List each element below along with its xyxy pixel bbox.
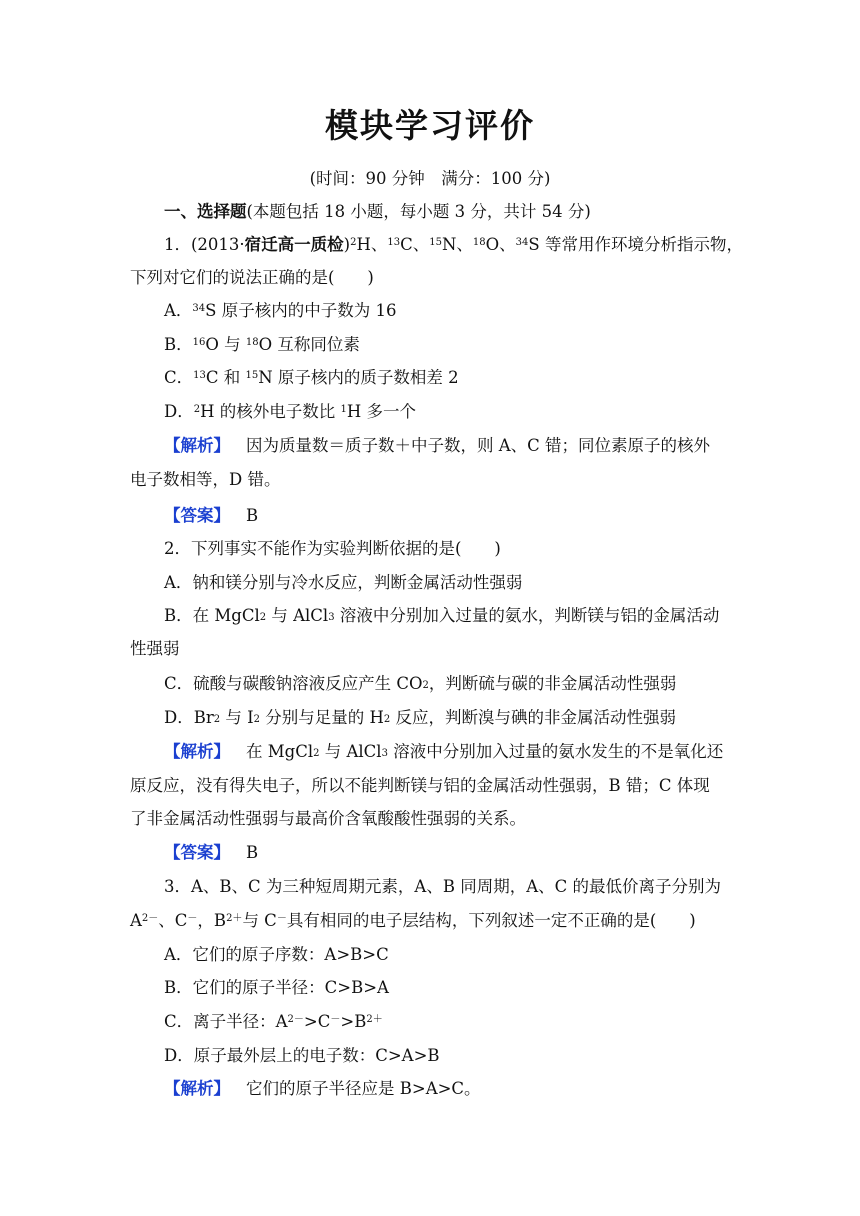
q2-analysis-line2: 原反应，没有得失电子，所以不能判断镁与铝的金属活动性强弱，B 错；C 体现 <box>130 776 710 795</box>
q3-option-d: D．原子最外层上的电子数：C>A>B <box>164 1046 440 1065</box>
q1-option-d: D．$^2$H 的核外电子数比 $^1$H 多一个 <box>164 402 417 421</box>
q1-option-a: A．$^{34}$S 原子核内的中子数为 16 <box>164 301 397 320</box>
section-title: 一、选择题 <box>164 202 247 221</box>
answer-label: 【答案】 <box>164 843 230 862</box>
q2-option-d: D．$Br_2$ 与 $I_2$ 分别与足量的 $H_2$ 反应，判断溴与碘的非金属活动性强弱 <box>164 708 677 727</box>
q3-analysis: 【解析】 它们的原子半径应是 B>A>C。 <box>164 1079 481 1098</box>
q1-option-c: C．$^{13}$C 和 $^{15}$N 原子核内的质子数相差 2 <box>164 368 459 387</box>
q1-analysis-line2: 电子数相等，D 错。 <box>130 470 281 489</box>
q3-stem-line1: 3．A、B、C 为三种短周期元素，A、B 同周期，A、C 的最低价离子分别为 <box>164 877 721 896</box>
q2-option-a: A．钠和镁分别与冷水反应，判断金属活动性强弱 <box>164 573 523 592</box>
page-title: 模块学习评价 <box>325 106 535 145</box>
q1-answer-value: B <box>246 506 259 525</box>
q3-option-a: A．它们的原子序数：A>B>C <box>164 945 389 964</box>
q1-answer <box>164 505 766 527</box>
q2-stem: 2．下列事实不能作为实验判断依据的是( ) <box>164 539 501 558</box>
answer-label: 【答案】 <box>164 506 230 525</box>
q2-analysis-line1: 【解析】 在 MgCl$_2$ 与 AlCl$_3$ 溶液中分别加入过量的氨水发生的不是氧化还 <box>164 742 724 761</box>
section-note: (本题包括 18 小题，每小题 3 分，共计 54 分) <box>246 202 591 221</box>
q2-option-b-line1: B．在 MgCl$_2$ 与 AlCl$_3$ 溶液中分别加入过量的氨水，判断镁与铝的金属活动 <box>164 606 720 625</box>
q2-analysis-line3: 了非金属活动性强弱与最高价含氧酸酸性强弱的关系。 <box>130 809 526 828</box>
q1-option-b: B．$^{16}$O 与 $^{18}$O 互称同位素 <box>164 335 360 354</box>
q3-option-b: B．它们的原子半径：C>B>A <box>164 978 389 997</box>
analysis-label: 【解析】 <box>164 742 230 761</box>
q3-stem-line2: $A^{2-}$、C－，$B^{2+}$与 C－具有相同的电子层结构，下列叙述一定不正确的是( ) <box>130 911 696 930</box>
analysis-label: 【解析】 <box>164 1079 230 1098</box>
section-heading <box>164 201 766 223</box>
exam-meta: (时间：90 分钟 满分：100 分) <box>309 169 551 188</box>
analysis-label: 【解析】 <box>164 436 230 455</box>
q1-stem-line1: 1．(2013·宿迁高一质检)$^2$H、$^{13}$C、$^{15}$N、$^{18}$O、$^{34}$S 等常用作环境分析指示物， <box>164 235 743 254</box>
q2-option-c: C．硫酸与碳酸钠溶液反应产生 $CO_2$，判断硫与碳的非金属活动性强弱 <box>164 674 677 693</box>
q1-stem-line2: 下列对它们的说法正确的是( ) <box>130 268 374 287</box>
q1-analysis-line1: 【解析】 因为质量数＝质子数＋中子数，则 A、C 错；同位素原子的核外 <box>164 436 711 455</box>
q3-option-c: C．离子半径：$A^{2-}>C^->B^{2+}$ <box>164 1012 383 1031</box>
q2-answer <box>164 842 766 864</box>
q1-source: 宿迁高一质检 <box>244 235 344 254</box>
q2-answer-value: B <box>246 843 259 862</box>
q2-option-b-line2: 性强弱 <box>130 639 180 658</box>
